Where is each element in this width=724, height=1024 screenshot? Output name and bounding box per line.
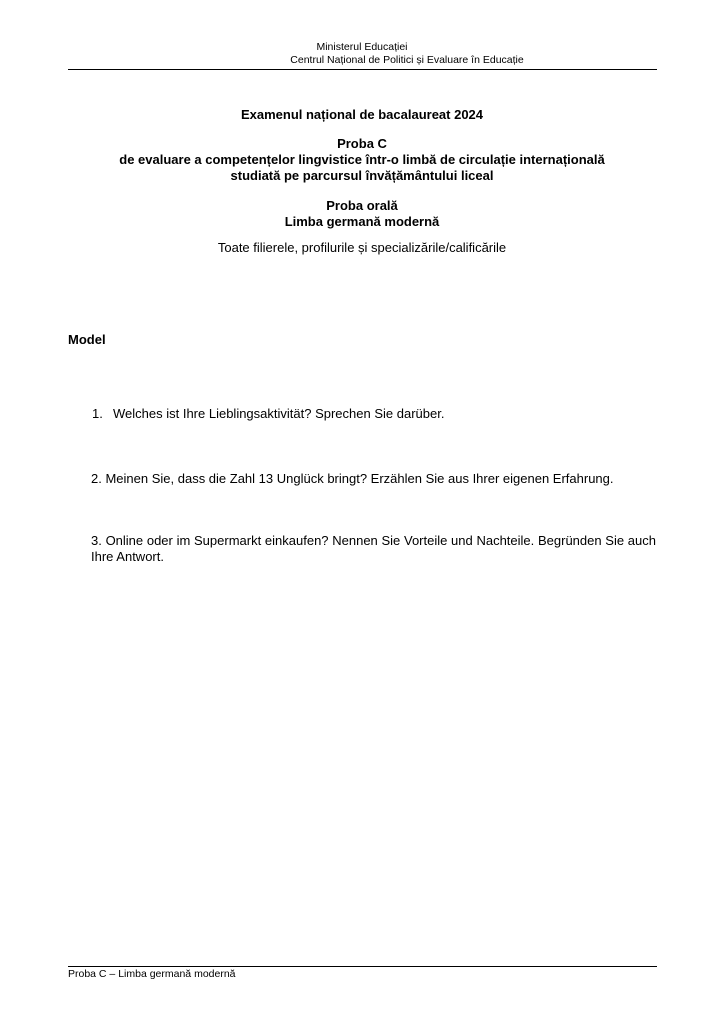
proba-description-line2: studiată pe parcursul învățământului liceal <box>230 168 494 183</box>
ministry-name: Ministerul Educației <box>316 41 408 53</box>
question-number: 3. <box>91 533 102 548</box>
proba-description-line1: de evaluare a competențelor lingvistice într-o limbă de circulație internațională <box>119 152 605 167</box>
document-header <box>0 41 724 67</box>
exam-title: Examenul național de bacalaureat 2024 <box>240 107 484 122</box>
proba-type: Proba orală <box>326 198 398 213</box>
page-footer: Proba C – Limba germană modernă <box>68 968 236 980</box>
proba-title: Proba C <box>337 136 387 151</box>
question-3 <box>91 533 656 565</box>
question-text: Meinen Sie, dass die Zahl 13 Unglück bringt? Erzählen Sie aus Ihrer eigenen Erfahrung. <box>105 471 614 486</box>
footer-divider <box>68 966 657 967</box>
question-text: Welches ist Ihre Lieblingsaktivität? Sprechen Sie darüber. <box>113 406 445 421</box>
language-title: Limba germană modernă <box>284 214 440 229</box>
question-number: 1. <box>92 406 103 421</box>
question-number: 2. <box>91 471 102 486</box>
section-label: Model <box>68 332 106 347</box>
proba-block <box>0 136 724 184</box>
audience-line: Toate filierele, profilurile și specializările/calificările <box>217 240 507 255</box>
center-name: Centrul Național de Politici și Evaluare în Educație <box>290 54 524 66</box>
question-2 <box>91 471 614 487</box>
oral-block <box>0 198 724 230</box>
question-1 <box>92 406 444 422</box>
question-text: Online oder im Supermarkt einkaufen? Nennen Sie Vorteile und Nachteile. Begründen Sie auch Ihre Antwort. <box>91 533 656 564</box>
header-divider <box>68 69 657 70</box>
